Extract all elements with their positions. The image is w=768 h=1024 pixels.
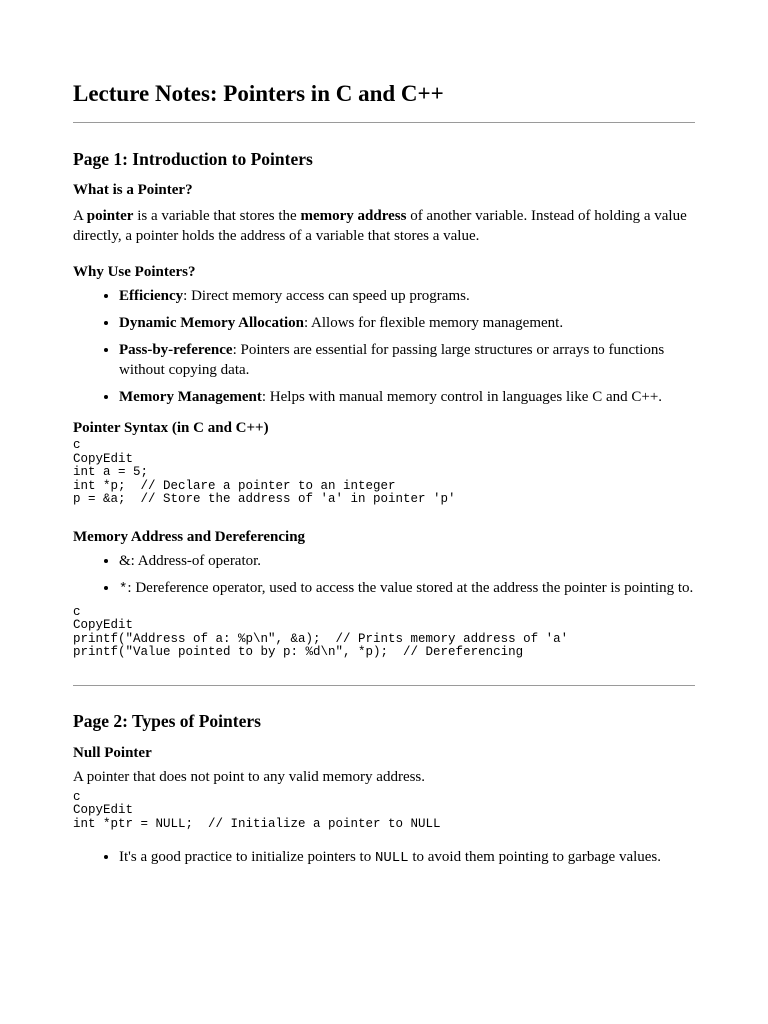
list-item-term: Dynamic Memory Allocation	[119, 315, 304, 331]
inline-code: NULL	[374, 850, 409, 866]
list-item	[119, 340, 695, 380]
list-item-desc: : Allows for flexible memory management.	[303, 315, 564, 331]
list-item-desc: : Direct memory access can speed up programs.	[183, 288, 470, 304]
term-memory-address: memory address	[300, 208, 407, 224]
null-pointer-code: c CopyEdit int *ptr = NULL; // Initialize a pointer to NULL	[73, 789, 441, 831]
text-segment: is a variable that stores the	[133, 208, 301, 224]
list-item	[119, 551, 695, 571]
list-item-desc: : Helps with manual memory control in languages like C and C++.	[261, 389, 663, 405]
pointer-syntax-heading: Pointer Syntax (in C and C++)	[73, 420, 269, 436]
text-segment: of another variable. Instead of holding a value directly, a pointer holds the address of a variable that stores a value.	[73, 208, 687, 244]
null-pointer-desc: A pointer that does not point to any valid memory address.	[73, 768, 426, 785]
list-item	[119, 387, 695, 407]
deref-list	[73, 551, 695, 599]
what-is-pointer-paragraph	[73, 206, 695, 246]
inline-code: *	[119, 580, 128, 597]
list-item-text: It's a good practice to initialize pointers to	[119, 849, 375, 865]
why-use-pointers-list	[73, 286, 695, 407]
list-item	[119, 313, 695, 333]
what-is-pointer-heading: What is a Pointer?	[73, 182, 193, 198]
deref-heading: Memory Address and Dereferencing	[73, 528, 306, 545]
null-pointer-tips	[73, 847, 695, 868]
why-use-pointers-heading: Why Use Pointers?	[73, 264, 196, 280]
list-item	[119, 578, 695, 599]
list-item	[119, 847, 695, 868]
document-title: Lecture Notes: Pointers in C and C++	[73, 81, 444, 106]
list-item-text: &: Address-of operator.	[119, 552, 262, 569]
page1-heading: Page 1: Introduction to Pointers	[73, 149, 313, 169]
pointer-syntax-code: c CopyEdit int a = 5; int *p; // Declare a pointer to an integer p = &a; // Store the address of 'a' in pointer 'p'	[73, 438, 456, 506]
list-item	[119, 286, 695, 306]
term-pointer: pointer	[86, 208, 134, 224]
text-segment: A	[73, 208, 87, 224]
deref-code: c CopyEdit printf("Address of a: %p\n", &a); // Prints memory address of 'a' printf("Value pointed to by p: %d\n", *p); // Dereferencing	[73, 604, 569, 659]
list-item-text: to avoid them pointing to garbage values.	[408, 849, 662, 865]
list-item-text: : Dereference operator, used to access the value stored at the address the pointer is pointing to.	[127, 579, 694, 596]
list-item-term: Efficiency	[119, 288, 184, 304]
list-item-term: Memory Management	[119, 389, 262, 405]
null-pointer-heading: Null Pointer	[73, 744, 152, 761]
list-item-desc: : Pointers are essential for passing large structures or arrays to functions without copying data.	[119, 342, 665, 378]
title-divider	[73, 122, 695, 123]
lecture-notes	[73, 78, 695, 875]
list-item-term: Pass-by-reference	[119, 342, 233, 358]
page2-heading: Page 2: Types of Pointers	[73, 710, 261, 731]
page-divider	[73, 685, 695, 686]
